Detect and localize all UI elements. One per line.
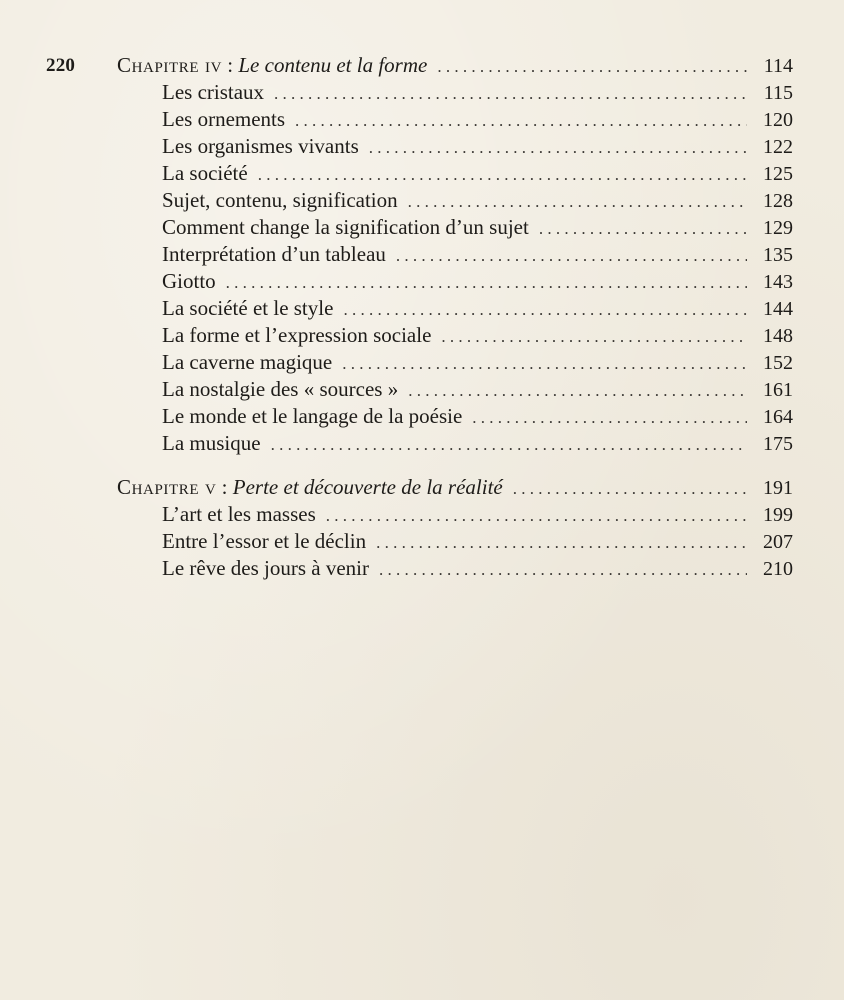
dot-leader	[295, 107, 747, 134]
toc-entry-label: La société	[162, 161, 248, 185]
toc-entry	[117, 322, 793, 349]
toc-entry	[117, 555, 793, 582]
toc-entry-label: Le rêve des jours à venir	[162, 556, 369, 580]
dot-leader	[437, 53, 747, 80]
dot-leader	[326, 502, 747, 529]
toc-entry	[117, 268, 793, 295]
chapter-separator: :	[216, 475, 233, 499]
toc-entry	[117, 160, 793, 187]
toc-entry-label: La nostalgie des « sources »	[162, 377, 399, 401]
toc-entry	[117, 241, 793, 268]
chapter-prefix: Chapitre iv	[117, 53, 223, 77]
toc-entry-page: 164	[763, 406, 793, 428]
dot-leader	[271, 431, 747, 458]
dot-leader	[343, 296, 747, 323]
toc-entry	[117, 349, 793, 376]
toc-entry-page: 115	[763, 82, 793, 104]
toc-entry-page: 120	[763, 109, 793, 131]
dot-leader	[376, 529, 747, 556]
toc-entry-page: 152	[763, 352, 793, 374]
toc-entry	[117, 187, 793, 214]
dot-leader	[408, 377, 747, 404]
dot-leader	[258, 161, 747, 188]
dot-leader	[226, 269, 747, 296]
dot-leader	[408, 188, 747, 215]
chapter-title: Le contenu et la forme	[238, 53, 428, 77]
chapter-page-number: 114	[763, 55, 793, 77]
toc-entry-label: Sujet, contenu, signification	[162, 188, 398, 212]
dot-leader	[342, 350, 747, 377]
chapter-heading	[117, 474, 793, 501]
dot-leader	[274, 80, 747, 107]
toc-entry-label: La société et le style	[162, 296, 334, 320]
dot-leader	[396, 242, 747, 269]
dot-leader	[472, 404, 747, 431]
toc-entry	[117, 133, 793, 160]
toc-entry-label: La musique	[162, 431, 261, 455]
toc-entry	[117, 528, 793, 555]
toc-entry-page: 148	[763, 325, 793, 347]
chapter-heading-label	[117, 52, 427, 79]
toc-entry-page: 125	[763, 163, 793, 185]
toc-entry-page: 210	[763, 558, 793, 580]
toc-entry-label: La caverne magique	[162, 350, 333, 374]
toc-entry	[117, 79, 793, 106]
toc-entry-page: 144	[763, 298, 793, 320]
toc-entry	[117, 501, 793, 528]
dot-leader	[513, 475, 747, 502]
dot-leader	[379, 556, 747, 583]
toc-entry-page: 175	[763, 433, 793, 455]
toc-entry-label: Le monde et le langage de la poésie	[162, 404, 463, 428]
toc-entry-label: Entre l’essor et le déclin	[162, 529, 367, 553]
chapter-4	[117, 52, 793, 457]
toc-entry-label: Les ornements	[162, 107, 286, 131]
toc-entry	[117, 295, 793, 322]
dot-leader	[441, 323, 747, 350]
toc-entry-page: 143	[763, 271, 793, 293]
chapter-5	[117, 474, 793, 582]
toc-entry	[117, 430, 793, 457]
toc-entry-label: Les organismes vivants	[162, 134, 359, 158]
dot-leader	[369, 134, 747, 161]
toc-entry-label: Comment change la signification d’un sujet	[162, 215, 529, 239]
toc-entry	[117, 403, 793, 430]
toc-entry	[117, 106, 793, 133]
toc-entry-label: Les cristaux	[162, 80, 265, 104]
toc-entry-label: L’art et les masses	[162, 502, 316, 526]
chapter-page-number: 191	[763, 477, 793, 499]
toc-entry-page: 128	[763, 190, 793, 212]
toc-entry-page: 161	[763, 379, 793, 401]
chapter-title: Perte et découverte de la réalité	[232, 475, 503, 499]
chapter-prefix: Chapitre v	[117, 475, 217, 499]
toc-entry-label: Interprétation d’un tableau	[162, 242, 386, 266]
table-of-contents	[117, 52, 793, 599]
dot-leader	[539, 215, 747, 242]
toc-entry	[117, 376, 793, 403]
page-number: 220	[46, 55, 76, 76]
toc-entry-label: Giotto	[162, 269, 216, 293]
toc-entry-page: 122	[763, 136, 793, 158]
chapter-heading	[117, 52, 793, 79]
toc-entry-page: 135	[763, 244, 793, 266]
toc-entry-page: 207	[763, 531, 793, 553]
toc-entry-page: 199	[763, 504, 793, 526]
toc-entry-label: La forme et l’expression sociale	[162, 323, 432, 347]
toc-entry-page: 129	[763, 217, 793, 239]
toc-entry	[117, 214, 793, 241]
chapter-heading-label	[117, 474, 503, 501]
chapter-separator: :	[222, 53, 239, 77]
